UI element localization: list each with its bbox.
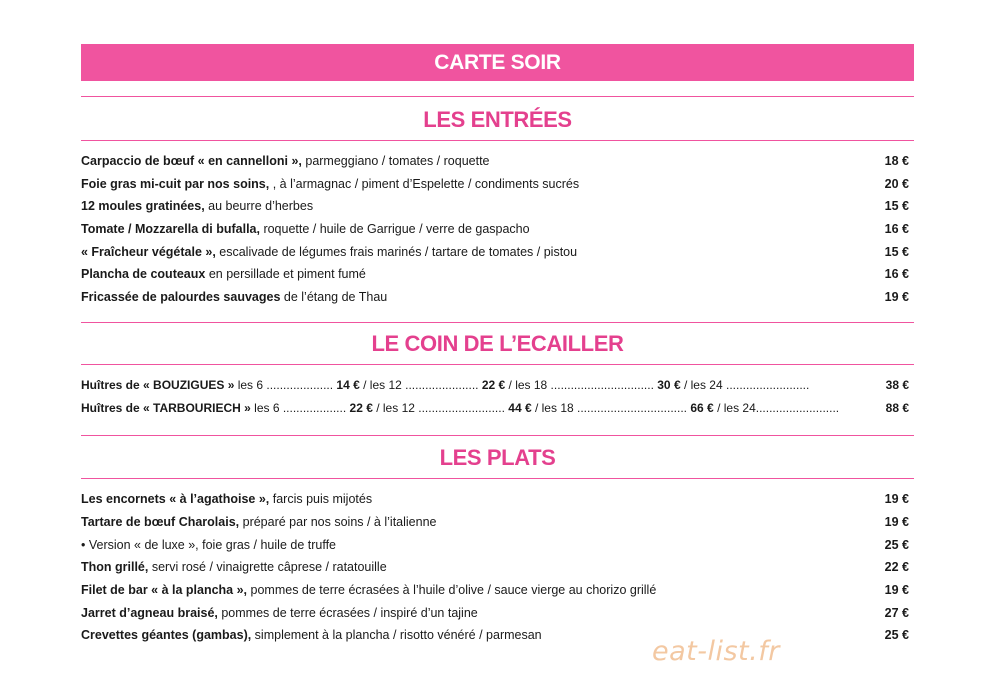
item-name: Jarret d’agneau braisé,	[81, 606, 218, 620]
oyster-quantity: / les 24 .........................	[680, 378, 810, 392]
oyster-price: 14 €	[333, 378, 360, 392]
oyster-price: 44 €	[504, 401, 532, 415]
item-name: Fricassée de palourdes sauvages	[81, 290, 281, 304]
item-name: Tartare de bœuf Charolais,	[81, 515, 240, 529]
item-description: pommes de terre écrasées / inspiré d’un tajine	[217, 606, 478, 620]
item-description: • Version « de luxe », foie gras / huile de truffe	[81, 538, 336, 552]
divider-line	[81, 435, 914, 436]
item-name: Les encornets « à l’agathoise »,	[81, 492, 270, 506]
menu-item	[81, 151, 909, 171]
item-name: 12 moules gratinées,	[81, 199, 205, 213]
menu-item	[81, 489, 909, 509]
oyster-name: Huîtres de « TARBOURIECH »	[81, 401, 251, 415]
item-name: Carpaccio de bœuf « en cannelloni »,	[81, 154, 302, 168]
divider-line	[81, 322, 914, 323]
item-description: pommes de terre écrasées à l’huile d’olive / sauce vierge au chorizo grillé	[247, 583, 657, 597]
menu-item	[81, 557, 909, 577]
menu-item	[81, 603, 909, 623]
menu-item	[81, 535, 909, 555]
oyster-quantity: / les 18 ...............................	[505, 378, 654, 392]
item-price: 25 €	[884, 538, 909, 552]
item-name: Plancha de couteaux	[81, 267, 206, 281]
oyster-row	[81, 398, 909, 418]
menu-item	[81, 196, 909, 216]
oyster-quantity: / les 12 ..........................	[372, 401, 505, 415]
item-name: Foie gras mi-cuit par nos soins,	[81, 177, 270, 191]
item-description: , à l’armagnac / piment d’Espelette / condiments sucrés	[269, 177, 580, 191]
menu-item	[81, 242, 909, 262]
oyster-price: 30 €	[653, 378, 681, 392]
item-price: 20 €	[884, 177, 909, 191]
oyster-price: 38 €	[885, 378, 909, 392]
item-description: simplement à la plancha / risotto vénéré / parmesan	[251, 628, 542, 642]
menu-item	[81, 512, 909, 532]
section-title-ecailler: LE COIN DE L’ECAILLER	[371, 331, 624, 356]
item-description: farcis puis mijotés	[269, 492, 373, 506]
item-description: préparé par nos soins / à l’italienne	[239, 515, 437, 529]
item-price: 25 €	[884, 628, 909, 642]
item-description: au beurre d’herbes	[204, 199, 314, 213]
divider-line	[81, 140, 914, 141]
item-price: 19 €	[884, 290, 909, 304]
oyster-quantity: les 6 ...................	[250, 401, 347, 415]
oyster-row	[81, 375, 909, 395]
item-description: roquette / huile de Garrigue / verre de gaspacho	[259, 222, 530, 236]
oyster-price: 66 €	[687, 401, 714, 415]
item-name: « Fraîcheur végétale »,	[81, 245, 216, 259]
oyster-quantity: / les 12 ......................	[359, 378, 479, 392]
item-price: 15 €	[884, 199, 909, 213]
menu-item	[81, 174, 909, 194]
section-title-entrees: LES ENTRÉES	[423, 107, 572, 132]
item-name: Filet de bar « à la plancha »,	[81, 583, 248, 597]
menu-item	[81, 264, 909, 284]
menu-item	[81, 219, 909, 239]
menu-item	[81, 287, 909, 307]
menu-item	[81, 625, 909, 645]
item-price: 16 €	[884, 267, 909, 281]
oyster-quantity: / les 18 .................................	[531, 401, 688, 415]
item-name: Thon grillé,	[81, 560, 149, 574]
header-banner	[81, 44, 914, 81]
item-price: 19 €	[884, 492, 909, 506]
oyster-price: 22 €	[478, 378, 506, 392]
oyster-price: 88 €	[885, 401, 909, 415]
oyster-name: Huîtres de « BOUZIGUES »	[81, 378, 235, 392]
divider-line	[81, 478, 914, 479]
item-description: escalivade de légumes frais marinés / tartare de tomates / pistou	[215, 245, 578, 259]
divider-line	[81, 364, 914, 365]
item-description: servi rosé / vinaigrette câprese / ratatouille	[148, 560, 387, 574]
item-name: Crevettes géantes (gambas),	[81, 628, 252, 642]
item-name: Tomate / Mozzarella di bufalla,	[81, 222, 260, 236]
item-price: 19 €	[884, 515, 909, 529]
oyster-price: 22 €	[346, 401, 373, 415]
item-price: 27 €	[884, 606, 909, 620]
menu-item	[81, 580, 909, 600]
item-price: 18 €	[884, 154, 909, 168]
item-description: parmeggiano / tomates / roquette	[301, 154, 490, 168]
item-description: de l’étang de Thau	[280, 290, 388, 304]
menu-title: CARTE SOIR	[434, 50, 561, 74]
item-price: 15 €	[884, 245, 909, 259]
divider-line	[81, 96, 914, 97]
watermark: eat-list.fr	[652, 636, 780, 667]
oyster-quantity: / les 24.........................	[713, 401, 840, 415]
item-price: 22 €	[884, 560, 909, 574]
item-description: en persillade et piment fumé	[205, 267, 366, 281]
item-price: 16 €	[884, 222, 909, 236]
section-title-plats: LES PLATS	[439, 445, 556, 470]
oyster-quantity: les 6 ....................	[234, 378, 334, 392]
item-price: 19 €	[884, 583, 909, 597]
